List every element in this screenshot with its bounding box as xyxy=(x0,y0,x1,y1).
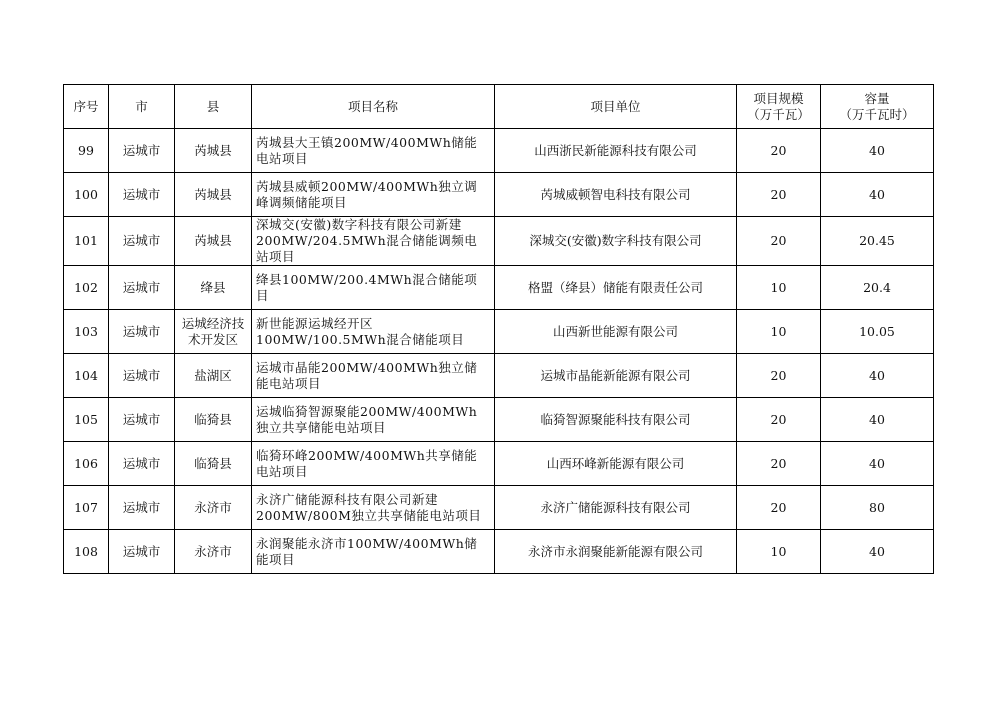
cell-county: 绛县 xyxy=(175,266,252,310)
cell-seq: 100 xyxy=(64,173,109,217)
cell-name: 临猗环峰200MW/400MWh共享储能电站项目 xyxy=(252,442,495,486)
cell-county: 运城经济技术开发区 xyxy=(175,310,252,354)
cell-unit: 深城交(安徽)数字科技有限公司 xyxy=(495,217,737,266)
cell-scale: 10 xyxy=(737,266,821,310)
cell-seq: 108 xyxy=(64,530,109,574)
cell-name: 永润聚能永济市100MW/400MWh储能项目 xyxy=(252,530,495,574)
header-capacity-label: 容量 xyxy=(864,90,890,106)
cell-name: 芮城县大王镇200MW/400MWh储能电站项目 xyxy=(252,129,495,173)
cell-unit: 永济市永润聚能新能源有限公司 xyxy=(495,530,737,574)
cell-name: 运城临猗智源聚能200MW/400MWh独立共享储能电站项目 xyxy=(252,398,495,442)
table-row xyxy=(64,217,934,266)
header-scale-label: 项目规模 xyxy=(753,90,804,106)
cell-county: 芮城县 xyxy=(175,129,252,173)
cell-unit: 山西新世能源有限公司 xyxy=(495,310,737,354)
cell-name: 绛县100MW/200.4MWh混合储能项目 xyxy=(252,266,495,310)
table-row xyxy=(64,398,934,442)
cell-county: 永济市 xyxy=(175,530,252,574)
cell-name: 芮城县威顿200MW/400MWh独立调峰调频储能项目 xyxy=(252,173,495,217)
cell-county: 盐湖区 xyxy=(175,354,252,398)
table-row xyxy=(64,129,934,173)
cell-city: 运城市 xyxy=(109,398,175,442)
cell-city: 运城市 xyxy=(109,217,175,266)
cell-city: 运城市 xyxy=(109,129,175,173)
table-row xyxy=(64,442,934,486)
header-scale xyxy=(737,85,821,129)
project-table xyxy=(63,84,934,574)
cell-scale: 10 xyxy=(737,530,821,574)
cell-name: 运城市晶能200MW/400MWh独立储能电站项目 xyxy=(252,354,495,398)
cell-seq: 104 xyxy=(64,354,109,398)
cell-unit: 运城市晶能新能源有限公司 xyxy=(495,354,737,398)
cell-scale: 20 xyxy=(737,486,821,530)
table-row xyxy=(64,310,934,354)
header-county: 县 xyxy=(175,85,252,129)
cell-city: 运城市 xyxy=(109,530,175,574)
header-city: 市 xyxy=(109,85,175,129)
table-row xyxy=(64,530,934,574)
cell-capacity: 40 xyxy=(821,354,934,398)
cell-city: 运城市 xyxy=(109,266,175,310)
cell-seq: 99 xyxy=(64,129,109,173)
cell-name: 永济广储能源科技有限公司新建200MW/800M独立共享储能电站项目 xyxy=(252,486,495,530)
cell-capacity: 40 xyxy=(821,173,934,217)
cell-capacity: 40 xyxy=(821,442,934,486)
header-unit: 项目单位 xyxy=(495,85,737,129)
cell-seq: 106 xyxy=(64,442,109,486)
cell-seq: 105 xyxy=(64,398,109,442)
cell-capacity: 20.45 xyxy=(821,217,934,266)
cell-city: 运城市 xyxy=(109,486,175,530)
cell-capacity: 80 xyxy=(821,486,934,530)
cell-scale: 20 xyxy=(737,354,821,398)
cell-unit: 临猗智源聚能科技有限公司 xyxy=(495,398,737,442)
cell-scale: 20 xyxy=(737,398,821,442)
cell-county: 临猗县 xyxy=(175,398,252,442)
cell-capacity: 40 xyxy=(821,530,934,574)
cell-seq: 102 xyxy=(64,266,109,310)
cell-scale: 20 xyxy=(737,442,821,486)
cell-capacity: 40 xyxy=(821,398,934,442)
cell-county: 永济市 xyxy=(175,486,252,530)
cell-capacity: 40 xyxy=(821,129,934,173)
cell-name: 新世能源运城经开区100MW/100.5MWh混合储能项目 xyxy=(252,310,495,354)
cell-unit: 山西浙民新能源科技有限公司 xyxy=(495,129,737,173)
table-row xyxy=(64,266,934,310)
header-capacity xyxy=(821,85,934,129)
cell-city: 运城市 xyxy=(109,442,175,486)
cell-seq: 103 xyxy=(64,310,109,354)
cell-city: 运城市 xyxy=(109,310,175,354)
cell-unit: 芮城威顿智电科技有限公司 xyxy=(495,173,737,217)
cell-unit: 山西环峰新能源有限公司 xyxy=(495,442,737,486)
cell-scale: 10 xyxy=(737,310,821,354)
cell-unit: 格盟（绛县）储能有限责任公司 xyxy=(495,266,737,310)
cell-name: 深城交(安徽)数字科技有限公司新建200MW/204.5MWh混合储能调频电站项目 xyxy=(252,217,495,266)
cell-county: 临猗县 xyxy=(175,442,252,486)
table-row xyxy=(64,354,934,398)
header-seq: 序号 xyxy=(64,85,109,129)
header-capacity-unit: （万千瓦时） xyxy=(839,106,915,122)
cell-county: 芮城县 xyxy=(175,217,252,266)
header-scale-unit: （万千瓦） xyxy=(747,106,810,122)
cell-city: 运城市 xyxy=(109,173,175,217)
cell-scale: 20 xyxy=(737,217,821,266)
cell-capacity: 20.4 xyxy=(821,266,934,310)
cell-capacity: 10.05 xyxy=(821,310,934,354)
cell-seq: 107 xyxy=(64,486,109,530)
cell-scale: 20 xyxy=(737,173,821,217)
table-row xyxy=(64,486,934,530)
cell-city: 运城市 xyxy=(109,354,175,398)
cell-seq: 101 xyxy=(64,217,109,266)
cell-scale: 20 xyxy=(737,129,821,173)
cell-county: 芮城县 xyxy=(175,173,252,217)
header-name: 项目名称 xyxy=(252,85,495,129)
table-row xyxy=(64,173,934,217)
table-header-row xyxy=(64,85,934,129)
cell-unit: 永济广储能源科技有限公司 xyxy=(495,486,737,530)
